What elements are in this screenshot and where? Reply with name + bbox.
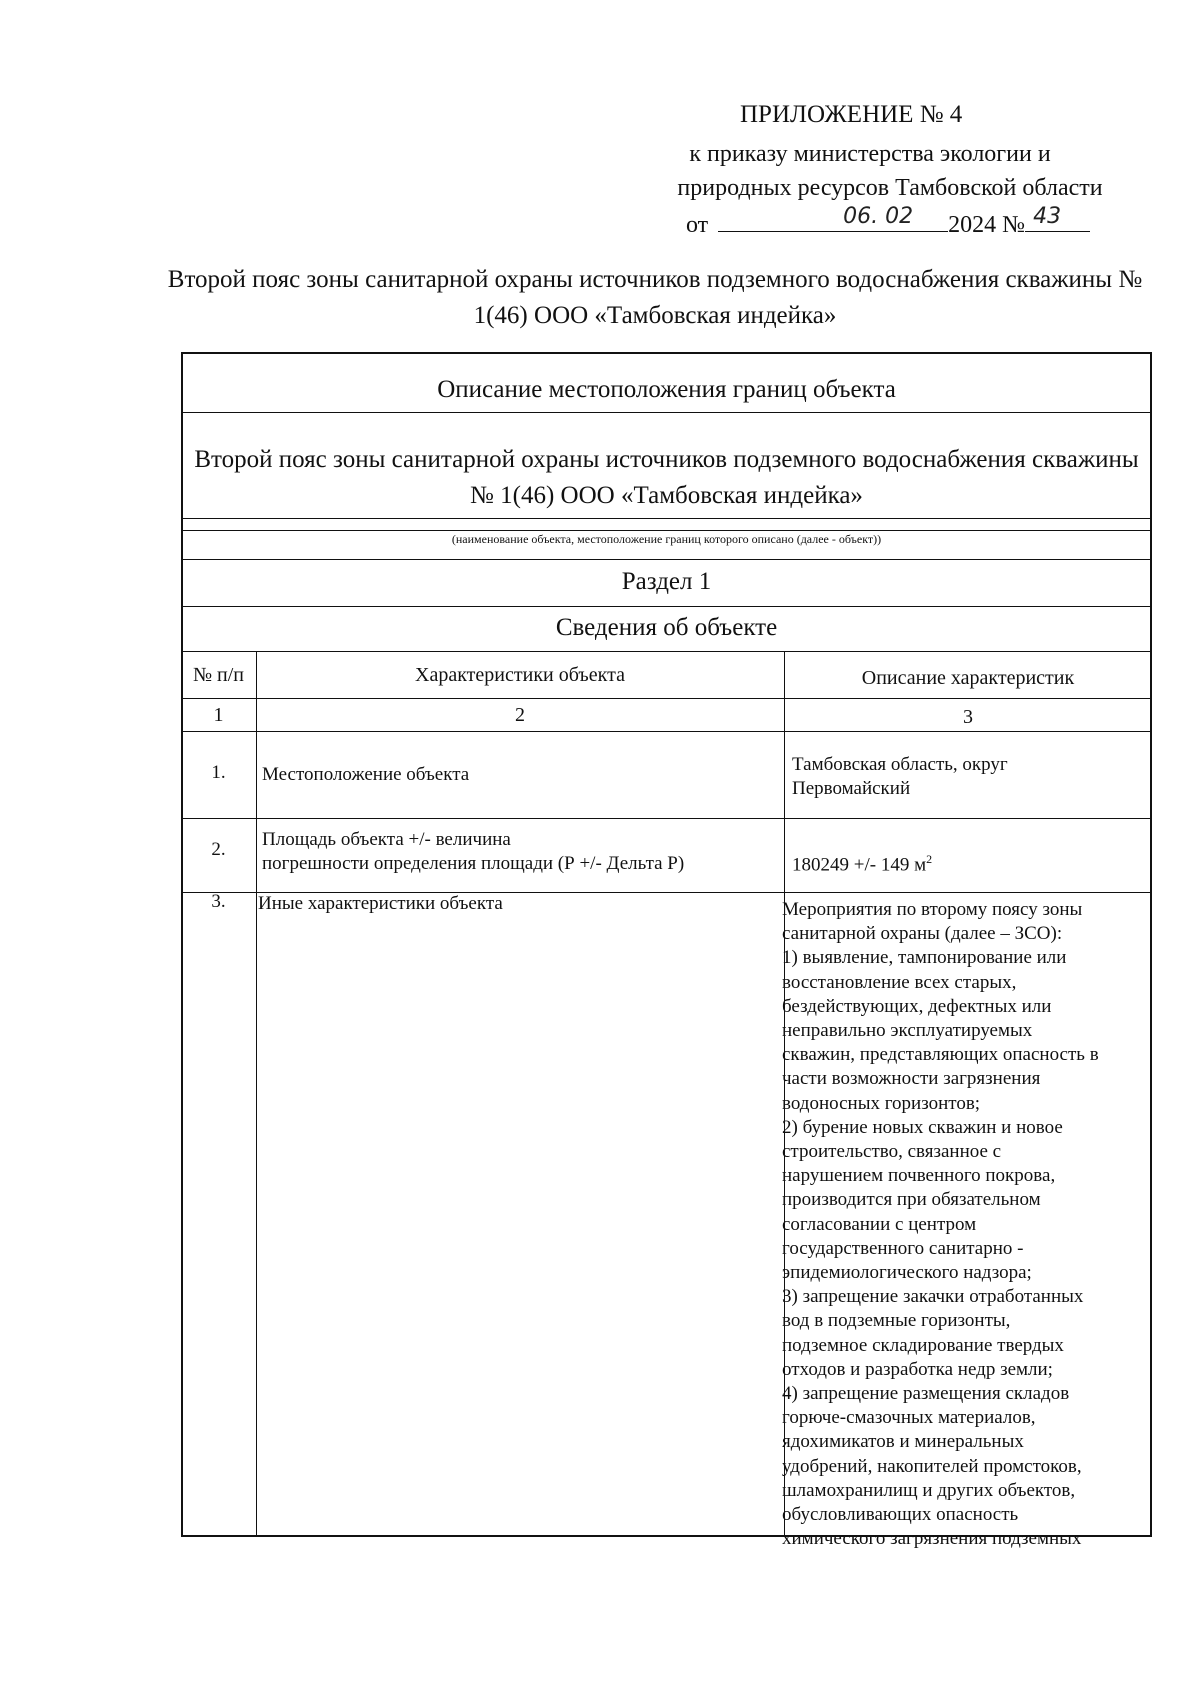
section-number: Раздел 1	[621, 568, 712, 595]
column-header-number: № п/п	[192, 664, 245, 686]
row-3-characteristic: Иные характеристики объекта	[258, 893, 503, 914]
year-number-text: 2024 №	[948, 212, 1026, 238]
table-rule	[181, 412, 1152, 413]
column-header-description: Описание характеристик	[861, 667, 1075, 689]
appendix-title: ПРИЛОЖЕНИЕ № 4	[740, 101, 963, 128]
table-rule	[181, 818, 1152, 819]
date-prefix: от	[686, 212, 709, 238]
area-unit-superscript: 2	[926, 852, 933, 866]
row-2-characteristic-line-2: погрешности определения площади (Р +/- Дельта Р)	[262, 853, 685, 874]
document-title: Второй пояс зоны санитарной охраны источников подземного водоснабжения скважины № 1(46) ООО «Тамбовская индейка»	[167, 266, 1143, 329]
row-2-description	[792, 847, 1142, 877]
section-title: Сведения об объекте	[555, 614, 778, 641]
column-header-characteristic: Характеристики объекта	[415, 664, 625, 686]
table-rule	[181, 530, 1152, 531]
row-1-characteristic: Местоположение объекта	[262, 764, 470, 785]
table-rule	[181, 731, 1152, 732]
row-1-number: 1.	[211, 762, 226, 783]
column-number-2: 2	[515, 704, 525, 726]
order-reference-line-1: к приказу министерства экологии и	[689, 141, 1051, 167]
table-rule	[181, 518, 1152, 519]
row-3-description: Мероприятия по второму поясу зоны санитарной охраны (далее – ЗСО): 1) выявление, тампонирование или восстановление всех старых, бездействующих, дефектных или неправильно эксплуатируемых скважин, представляющих опасность в части возможности загрязнения водоносных горизонтов; 2) бурение новых скважин и новое строительство, связанное с нарушением почвенного покрова, производится при обязательном согласовании с центром государственного санитарно - эпидемиологического надзора; 3) запрещение закачки отработанных вод в подземные горизонты, подземное складирование твердых отходов и разработка недр земли; 4) запрещение размещения складов горюче-смазочных материалов, ядохимикатов и минеральных удобрений, накопителей промстоков, шламохранилищ и других объектов, обусловливающих опасность химического загрязнения подземных	[782, 899, 1099, 1550]
table-heading: Описание местоположения границ объекта	[437, 376, 896, 403]
object-caption: (наименование объекта, местоположение границ которого описано (далее - объект))	[451, 532, 882, 546]
order-reference-line-2: природных ресурсов Тамбовской области	[677, 175, 1103, 201]
row-2-number: 2.	[211, 839, 226, 860]
row-2-characteristic-line-1: Площадь объекта +/- величина	[262, 829, 511, 850]
table-rule	[181, 559, 1152, 560]
row-3-number: 3.	[211, 891, 226, 912]
object-name: Второй пояс зоны санитарной охраны источников подземного водоснабжения скважины № 1(46) ООО «Тамбовская индейка»	[194, 446, 1139, 509]
row-1-description: Тамбовская область, округ Первомайский	[792, 754, 1008, 799]
area-value: 180249 +/- 149 м	[792, 854, 927, 876]
row-2-characteristic	[262, 828, 777, 876]
column-number-1: 1	[213, 704, 224, 726]
handwritten-number: 43	[1033, 204, 1062, 229]
table-rule	[181, 606, 1152, 607]
table-rule	[181, 651, 1152, 652]
handwritten-date: 06. 02	[843, 204, 914, 229]
table-rule	[181, 698, 1152, 699]
table-column-rule	[256, 651, 257, 1537]
column-number-3: 3	[963, 706, 973, 728]
